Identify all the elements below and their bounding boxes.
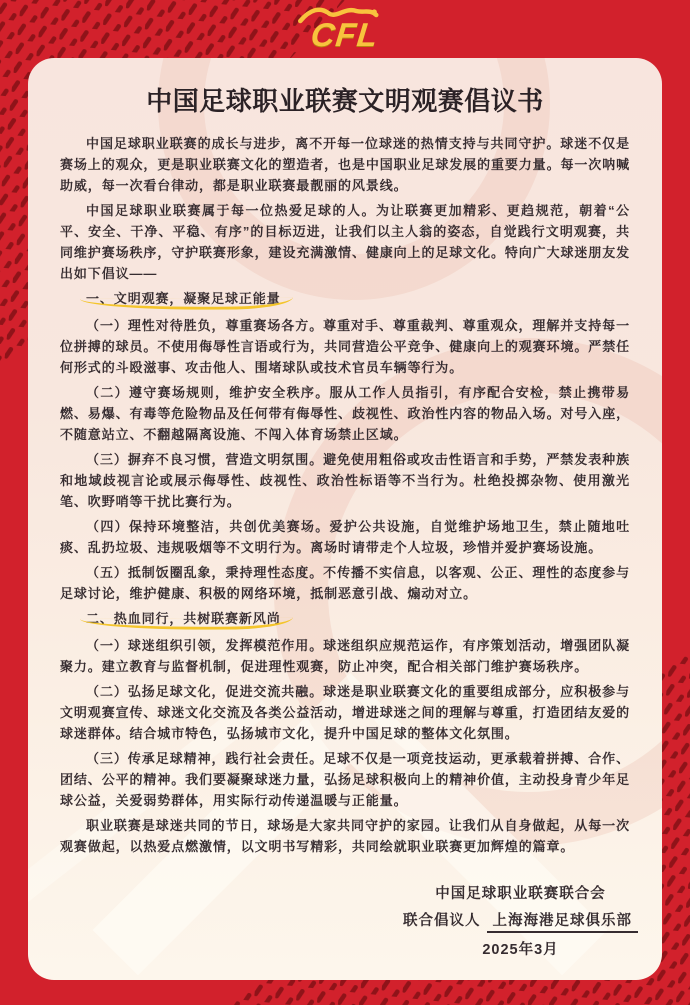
signature-proposer-label: 联合倡议人: [403, 913, 481, 929]
section-1-heading-text: 一、文明观赛，凝聚足球正能量: [86, 291, 281, 306]
intro-paragraph-1: 中国足球职业联赛的成长与进步，离不开每一位球迷的热情支持与共同守护。球迷不仅是赛场上的观众，更是职业联赛文化的塑造者，也是中国职业足球发展的重要力量。每一次呐喊助威，每一次看台律动，都是职业联赛最靓丽的风景线。: [60, 136, 630, 193]
section-2-item-2: （二）弘扬足球文化，促进交流共融。球迷是职业联赛文化的重要组成部分，应积极参与文明观赛宣传、球迷文化交流及各类公益活动，增进球迷之间的理解与尊重，打造团结友爱的球迷群体。结合城市特色，弘扬城市文化，提升中国足球的整体文化氛围。: [60, 684, 630, 741]
section-1-item-1: （一）理性对待胜负，尊重赛场各方。尊重对手、尊重裁判、尊重观众，理解并支持每一位拼搏的球员。不使用侮辱性言语或行为，共同营造公平竞争、健康向上的观赛环境。严禁任何形式的斗殴滋事、攻击他人、围堵球队或技术官员车辆等行为。: [60, 318, 630, 375]
signature-proposer: [403, 908, 638, 935]
document-body: [28, 118, 662, 857]
signature-org: 中国足球职业联赛联合会: [435, 886, 606, 902]
section-1-item-3: （三）摒弃不良习惯，营造文明氛围。避免使用粗俗或攻击性语言和手势，严禁发表种族和地域歧视言论或展示侮辱性、歧视性、政治性标语等不当行为。杜绝投掷杂物、使用激光笔、吹野哨等干扰比赛行为。: [60, 452, 630, 509]
cfl-logo: [0, 4, 690, 58]
signature-date: 2025年3月: [482, 942, 559, 958]
section-1-item-4: （四）保持环境整洁，共创优美赛场。爱护公共设施，自觉维护场地卫生，禁止随地吐痰、乱扔垃圾、违规吸烟等不文明行为。离场时请带走个人垃圾，珍惜并爱护赛场设施。: [60, 519, 630, 555]
page-title: 中国足球职业联赛文明观赛倡议书: [146, 86, 544, 116]
section-2-item-3: （三）传承足球精神，践行社会责任。足球不仅是一项竞技运动，更承载着拼搏、合作、团结、公平的精神。我们要凝聚球迷力量，弘扬足球积极向上的精神价值，主动投身青少年足球公益，关爱弱势群体，用实际行动传递温暖与正能量。: [60, 751, 630, 808]
section-2-heading: [60, 608, 630, 629]
signature-proposer-name: 上海海港足球俱乐部: [487, 913, 639, 933]
section-1-item-2: （二）遵守赛场规则，维护安全秩序。服从工作人员指引，有序配合安检，禁止携带易燃、易爆、有毒等危险物品及任何带有侮辱性、歧视性、政治性内容的物品入场。对号入座，不随意站立、不翻越隔离设施、不闯入体育场禁止区域。: [60, 385, 630, 442]
section-2-heading-text: 二、热血同行，共树联赛新风尚: [86, 611, 281, 626]
document-card: [28, 58, 662, 980]
cfl-logo-text: CFL: [309, 16, 381, 53]
intro-paragraph-2: 中国足球职业联赛属于每一位热爱足球的人。为让联赛更加精彩、更趋规范，朝着“公平、安全、干净、平稳、有序”的目标迈进，让我们以主人翁的姿态，自觉践行文明观赛，共同维护赛场秩序，守护联赛形象，建设充满激情、健康向上的足球文化。特向广大球迷朋友发出如下倡议——: [60, 203, 630, 281]
signature-block: [403, 881, 638, 964]
section-1-item-5: （五）抵制饭圈乱象，秉持理性态度。不传播不实信息，以客观、公正、理性的态度参与足球讨论，维护健康、积极的网络环境，抵制恶意引战、煽动对立。: [60, 565, 630, 601]
closing-paragraph: 职业联赛是球迷共同的节日，球场是大家共同守护的家园。让我们从自身做起，从每一次观赛做起，以热爱点燃激情，以文明书写精彩，共同绘就职业联赛更加辉煌的篇章。: [60, 818, 630, 854]
section-2-item-1: （一）球迷组织引领，发挥模范作用。球迷组织应规范运作，有序策划活动，增强团队凝聚力。建立教育与监督机制，促进理性观赛，防止冲突，配合相关部门维护赛场秩序。: [60, 638, 630, 674]
section-1-heading: [60, 288, 630, 309]
